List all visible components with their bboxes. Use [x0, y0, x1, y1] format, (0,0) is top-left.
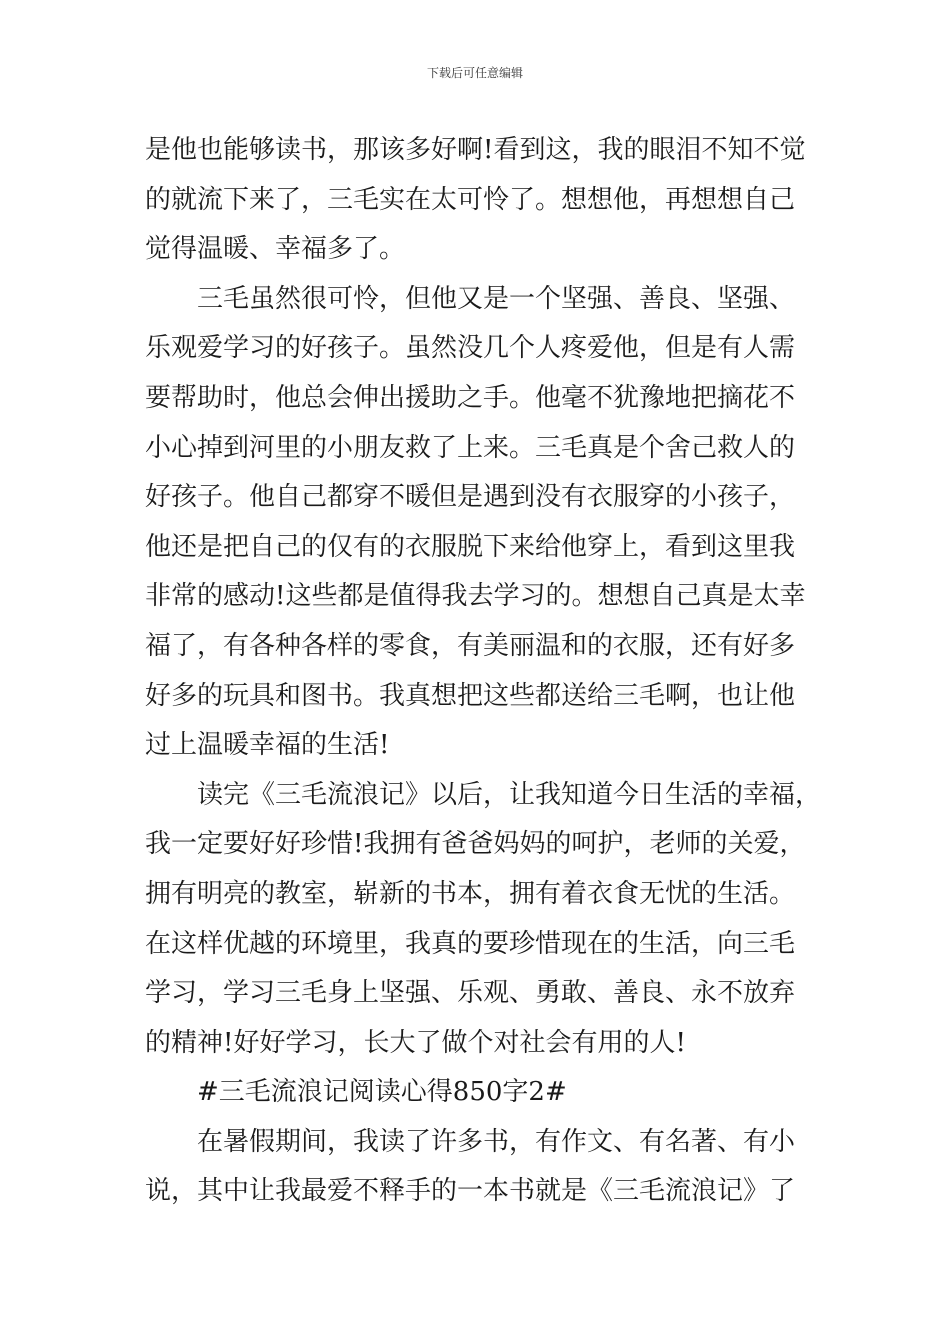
text-line: 乐观爱学习的好孩子。虽然没几个人疼爱他，但是有人需 [145, 333, 796, 364]
text-line: 过上温暖幸福的生活! [145, 730, 390, 761]
paragraph-start-line: 三毛虽然很可怜，但他又是一个坚强、善良、坚强、 [197, 283, 796, 314]
text-line: 他还是把自己的仅有的衣服脱下来给他穿上，看到这里我 [145, 531, 796, 562]
text-line: 好多的玩具和图书。我真想把这些都送给三毛啊，也让他 [145, 680, 796, 711]
text-line: 是他也能够读书，那该多好啊!看到这，我的眼泪不知不觉 [145, 135, 806, 165]
text-line: 的就流下来了，三毛实在太可怜了。想想他，再想想自己 [145, 184, 796, 215]
text-line: 的精神!好好学习，长大了做个对社会有用的人! [145, 1027, 686, 1058]
text-line: 在这样优越的环境里，我真的要珍惜现在的生活，向三毛 [145, 928, 796, 959]
text-line: 学习，学习三毛身上坚强、乐观、勇敢、善良、永不放弃 [145, 978, 796, 1009]
text-line: 我一定要好好珍惜!我拥有爸爸妈妈的呵护，老师的关爱， [145, 829, 806, 860]
text-line: 拥有明亮的教室，崭新的书本，拥有着衣食无忧的生活。 [145, 878, 796, 909]
text-line: 小心掉到河里的小朋友救了上来。三毛真是个舍己救人的 [145, 432, 796, 463]
text-line: 说，其中让我最爱不释手的一本书就是《三毛流浪记》了 [145, 1176, 796, 1207]
paragraph-start-line: 在暑假期间，我读了许多书，有作文、有名著、有小 [197, 1126, 796, 1157]
paragraph-start-line: 读完《三毛流浪记》以后，让我知道今日生活的幸福， [197, 779, 822, 810]
section-heading: #三毛流浪记阅读心得850字2# [197, 1077, 567, 1108]
text-line: 要帮助时，他总会伸出援助之手。他毫不犹豫地把摘花不 [145, 382, 796, 413]
document-body [145, 126, 822, 1217]
text-line: 觉得温暖、幸福多了。 [145, 234, 406, 265]
page-header: 下载后可任意编辑 [426, 66, 523, 80]
text-line: 非常的感动!这些都是值得我去学习的。想想自己真是太幸 [145, 581, 806, 612]
text-line: 好孩子。他自己都穿不暖但是遇到没有衣服穿的小孩子， [145, 482, 796, 513]
text-line: 福了，有各种各样的零食，有美丽温和的衣服，还有好多 [145, 630, 796, 661]
